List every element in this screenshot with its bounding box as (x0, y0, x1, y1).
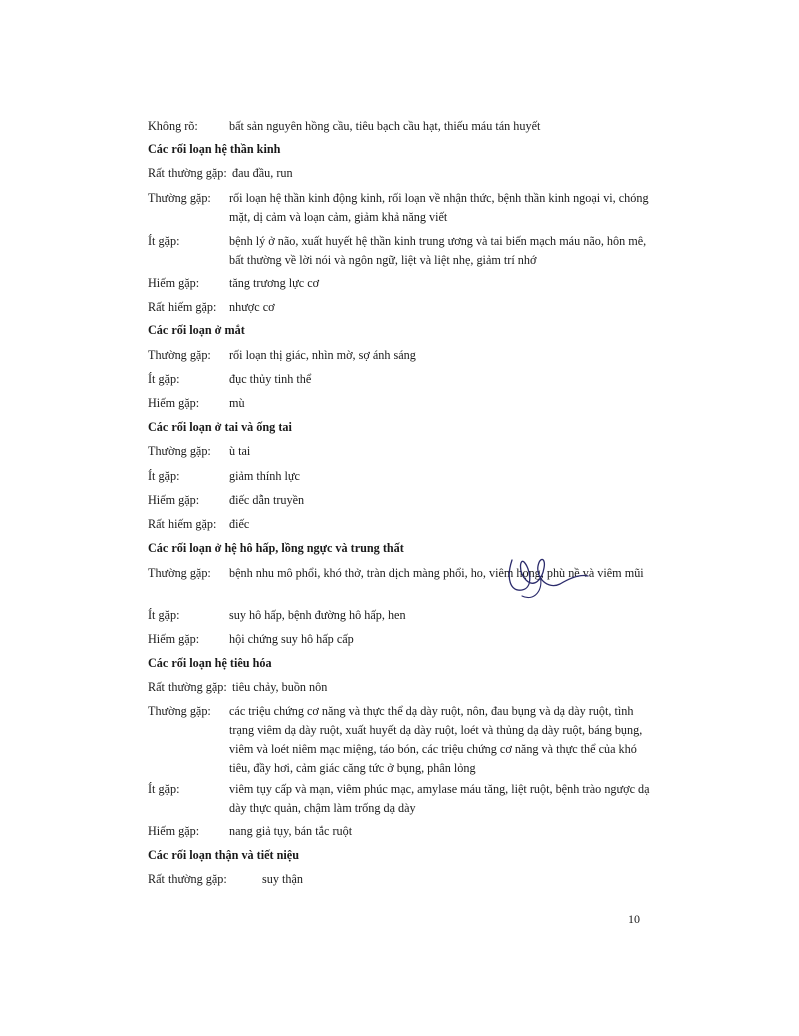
entry-text: suy thận (262, 872, 303, 886)
frequency-label: Ít gặp: (148, 608, 180, 622)
entry-text: suy hô hấp, bệnh đường hô hấp, hen (229, 608, 406, 622)
frequency-label: Thường gặp: (148, 191, 211, 205)
entry-text: tăng trương lực cơ (229, 276, 320, 290)
entry-text: giảm thính lực (229, 469, 300, 483)
entry-text: điếc (229, 517, 250, 531)
entry-line (148, 780, 653, 820)
frequency-label: Thường gặp: (148, 704, 211, 718)
entry-text: các triệu chứng cơ năng và thực thể dạ dày ruột, nôn, đau bụng và dạ dày ruột, tình trạng viêm dạ dày ruột, xuất huyết dạ dày ruột, loét và thủng dạ dày ruột, báng bụng, viêm và loét niêm mạc miệng, táo bón, các triệu chứng cơ năng và thực thể của khó tiêu, đầy hơi, cảm giác căng tức ở bụng, phân lỏng (229, 704, 643, 775)
section-heading: Các rối loạn thận và tiết niệu (148, 848, 299, 862)
section-heading: Các rối loạn ở hệ hô hấp, lồng ngực và trung thất (148, 541, 404, 555)
entry-text: tiêu chảy, buồn nôn (232, 680, 328, 694)
entry-text: bất sản nguyên hồng cầu, tiêu bạch cầu hạt, thiếu máu tán huyết (229, 119, 541, 133)
handwritten-signature (500, 550, 590, 605)
entry-line (148, 189, 648, 229)
entry-text: mù (229, 396, 245, 410)
section-heading: Các rối loạn ở tai và ống tai (148, 420, 292, 434)
frequency-label: Thường gặp: (148, 348, 211, 362)
section-heading: Các rối loạn ở mắt (148, 323, 245, 337)
frequency-label: Thường gặp: (148, 444, 211, 458)
frequency-label: Rất hiếm gặp: (148, 300, 217, 314)
entry-text: đục thủy tinh thể (229, 372, 312, 386)
entry-text: hội chứng suy hô hấp cấp (229, 632, 354, 646)
section-heading: Các rối loạn hệ thần kinh (148, 142, 281, 156)
entry-text: điếc dẫn truyền (229, 493, 305, 507)
entry-text: rối loạn thị giác, nhìn mờ, sợ ánh sáng (229, 348, 416, 362)
frequency-label: Ít gặp: (148, 234, 180, 248)
frequency-label: Không rõ: (148, 119, 198, 133)
frequency-label: Hiếm gặp: (148, 632, 200, 646)
frequency-label: Hiếm gặp: (148, 276, 200, 290)
frequency-label: Hiếm gặp: (148, 824, 200, 838)
frequency-label: Rất thường gặp: (148, 872, 227, 886)
frequency-label: Hiếm gặp: (148, 396, 200, 410)
frequency-label: Ít gặp: (148, 782, 180, 796)
entry-text: đau đầu, run (232, 166, 293, 180)
section-heading: Các rối loạn hệ tiêu hóa (148, 656, 272, 670)
entry-text: ù tai (229, 444, 251, 458)
frequency-label: Ít gặp: (148, 372, 180, 386)
frequency-label: Rất thường gặp: (148, 166, 227, 180)
entry-text: bệnh lý ở não, xuất huyết hệ thần kinh trung ương và tai biến mạch máu não, hôn mê, bất thường về lời nói và ngôn ngữ, liệt và liệt nhẹ, giảm trí nhớ (229, 234, 647, 267)
entry-text: nhược cơ (229, 300, 275, 314)
frequency-label: Rất hiếm gặp: (148, 517, 217, 531)
frequency-label: Thường gặp: (148, 566, 211, 580)
entry-text: nang giả tụy, bán tắc ruột (229, 824, 353, 838)
page-number: 10 (628, 912, 640, 926)
entry-text: bệnh nhu mô phổi, khó thở, tràn dịch màng phổi, ho, viêm họng, phù nề và viêm mũi (229, 566, 644, 580)
entry-line (148, 232, 648, 272)
entry-text: viêm tụy cấp và mạn, viêm phúc mạc, amylase máu tăng, liệt ruột, bệnh trào ngược dạ dày thực quản, chậm làm trống dạ dày (229, 782, 650, 815)
frequency-label: Rất thường gặp: (148, 680, 227, 694)
entry-text: rối loạn hệ thần kinh động kinh, rối loạn về nhận thức, bệnh thần kinh ngoại vi, chóng mặt, dị cảm và loạn cảm, giảm khả năng viết (229, 191, 649, 224)
frequency-label: Hiếm gặp: (148, 493, 200, 507)
frequency-label: Ít gặp: (148, 469, 180, 483)
entry-line (148, 702, 653, 782)
